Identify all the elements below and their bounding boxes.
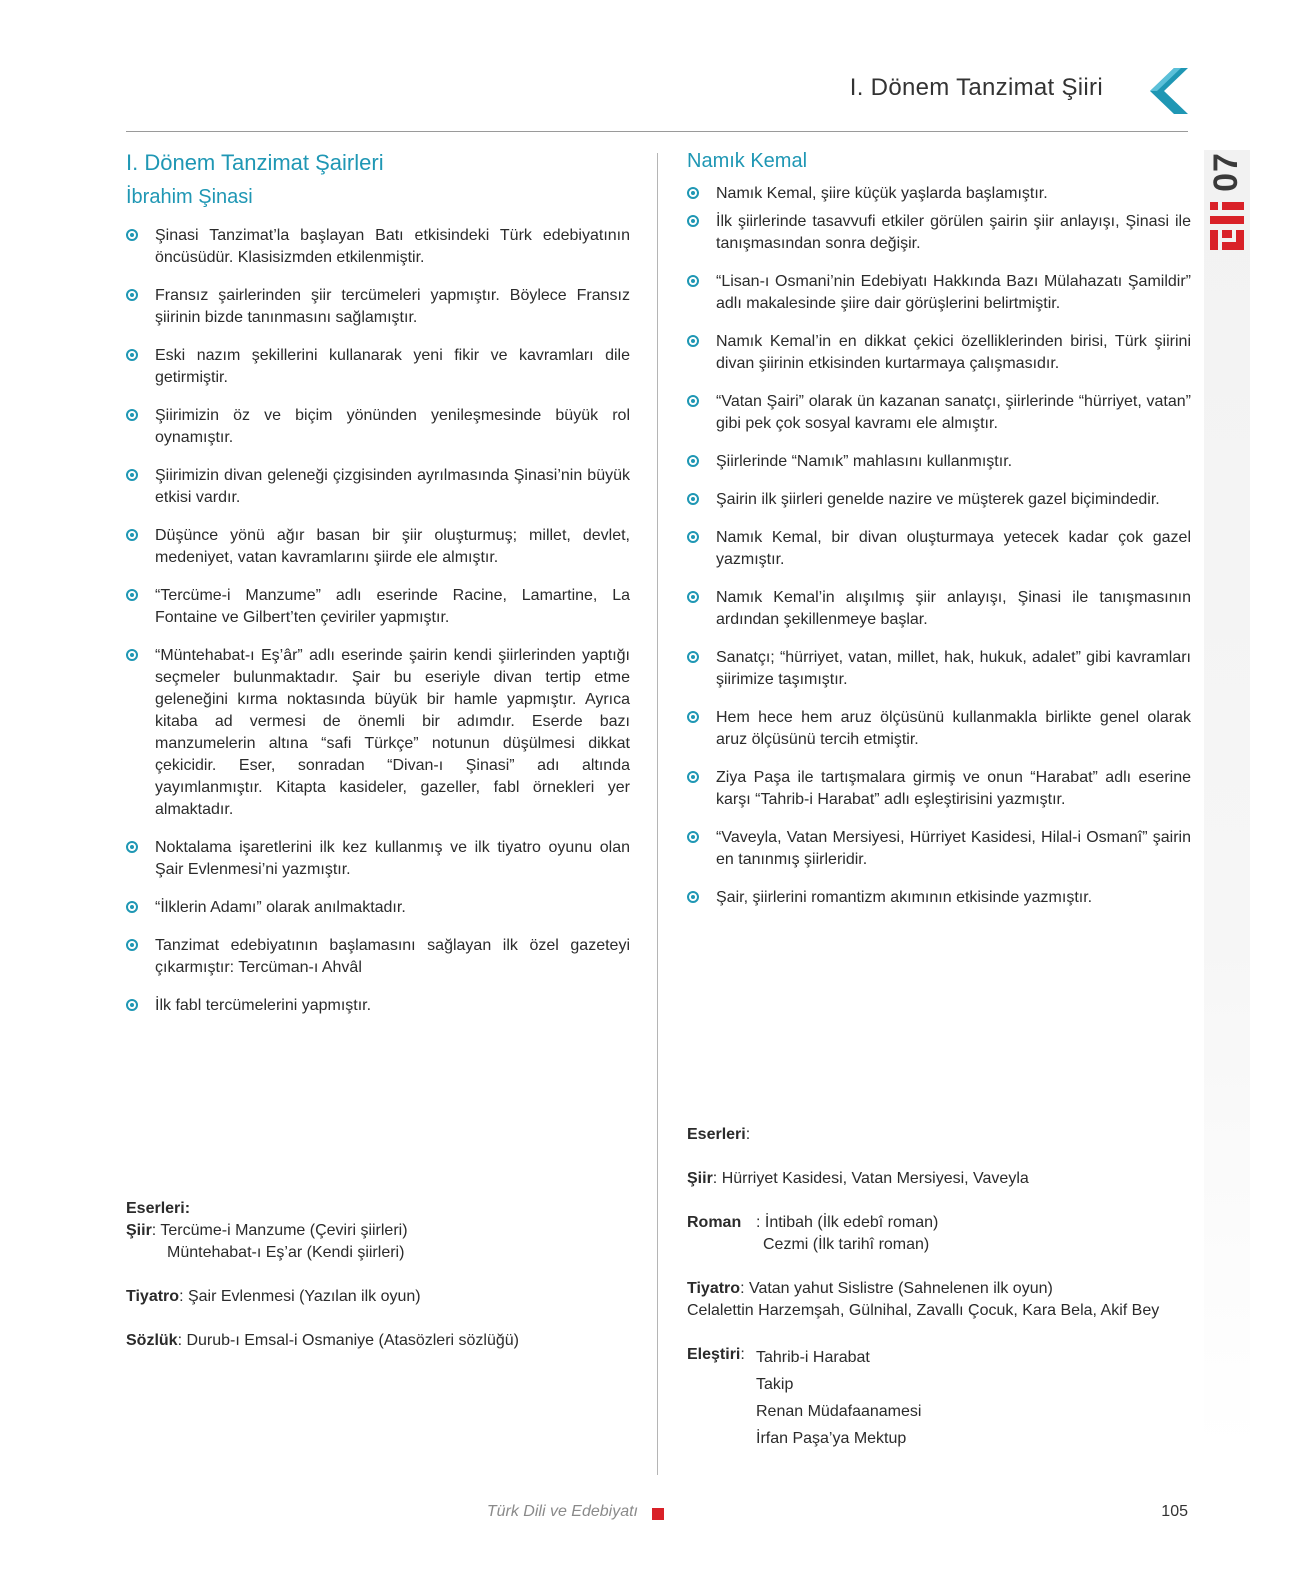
bullet-icon <box>126 529 138 541</box>
bullet-icon <box>126 999 138 1011</box>
list-item: Şiirlerinde “Namık” mahlasını kullanmıştır. <box>687 451 1191 473</box>
column-divider <box>657 153 658 1475</box>
chapter-number: 07 <box>1206 152 1245 192</box>
list-item: Şiirimizin divan geleneği çizgisinden ayrılmasında Şinasi’nin büyük etkisi vardır. <box>126 465 630 509</box>
chapter-sidebar <box>1204 150 1250 1450</box>
sinasi-bullet-list <box>126 225 630 1017</box>
works-heading: Eserleri: <box>687 1126 751 1143</box>
bullet-icon <box>687 651 699 663</box>
list-item: Ziya Paşa ile tartışmalara girmiş ve onun “Harabat” adlı eserine karşı “Tahrib-i Harabat” adlı eşleştirisini yazmıştır. <box>687 767 1191 811</box>
works-novel: Roman : İntibah (İlk edebî roman) Cezmi (İlk tarihî roman) <box>687 1214 939 1253</box>
works-theatre-2: Celalettin Harzemşah, Gülnihal, Zavallı Çocuk, Kara Bela, Akif Bey <box>687 1302 1160 1319</box>
list-item: “Lisan-ı Osmani’nin Edebiyatı Hakkında Bazı Mülahazatı Şamildir” adlı makalesinde şiire dair görüşlerini belirtmiştir. <box>687 271 1191 315</box>
bullet-icon <box>126 901 138 913</box>
list-item: “Müntehabat-ı Eş’âr” adlı eserinde şairin kendi şiirlerinden yaptığı seçmeler bulunmaktadır. Şair bu eseriyle divan tertip etme geleneğini kırma noktasında büyük bir hamle yapmıştır. Ayrıca kitaba ad vermesi de önemli bir adımdır. Eserde bazı manzumelerin altına “safi Türkçe” notunun düşülmesi dikkat çekicidir. Eser, sonradan “Divan-ı Şinasi” adı altında yayımlanmıştır. Kitapta kasideler, gazeller, fabl örnekleri yer almaktadır. <box>126 645 630 821</box>
bullet-icon <box>126 289 138 301</box>
bullet-icon <box>687 395 699 407</box>
list-item: Şiirimizin öz ve biçim yönünden yenileşmesinde büyük rol oynamıştır. <box>126 405 630 449</box>
bullet-icon <box>687 771 699 783</box>
list-item: Düşünce yönü ağır basan bir şiir oluşturmuş; millet, devlet, medeniyet, vatan kavramlarını şiirde ele almıştır. <box>126 525 630 569</box>
list-item: “Tercüme-i Manzume” adlı eserinde Racine, Lamartine, La Fontaine ve Gilbert’ten çeviriler yapmıştır. <box>126 585 630 629</box>
chevron-left-icon <box>1148 68 1188 114</box>
footer-book-title: Türk Dili ve Edebiyatı <box>486 1503 638 1520</box>
works-theatre: Tiyatro: Şair Evlenmesi (Yazılan ilk oyun) <box>126 1288 421 1305</box>
list-item: İlk fabl tercümelerini yapmıştır. <box>126 995 630 1017</box>
bullet-icon <box>687 591 699 603</box>
list-item: Namık Kemal’in en dikkat çekici özelliklerinden birisi, Türk şiirini divan şiirinin etkisinden kurtarmaya çalışmasıdır. <box>687 331 1191 375</box>
works-theatre: Tiyatro: Vatan yahut Sislistre (Sahnelenen ilk oyun) <box>687 1280 1053 1297</box>
section-title: I. Dönem Tanzimat Şairleri <box>126 150 384 175</box>
bullet-icon <box>687 531 699 543</box>
bullet-icon <box>126 841 138 853</box>
criticism-item: Renan Müdafaanamesi <box>756 1403 922 1420</box>
list-item: Eski nazım şekillerini kullanarak yeni fikir ve kavramları dile getirmiştir. <box>126 345 630 389</box>
bullet-icon <box>687 335 699 347</box>
bullet-icon <box>687 275 699 287</box>
bullet-icon <box>687 493 699 505</box>
list-item: Hem hece hem aruz ölçüsünü kullanmakla birlikte genel olarak aruz ölçüsünü tercih etmiştir. <box>687 707 1191 751</box>
page-number: 105 <box>1161 1503 1188 1520</box>
bullet-icon <box>126 589 138 601</box>
list-item: Sanatçı; “hürriyet, vatan, millet, hak, hukuk, adalet” gibi kavramları şiirimize taşımıştır. <box>687 647 1191 691</box>
chapter-logo-icon <box>1210 200 1244 252</box>
list-item: Tanzimat edebiyatının başlamasını sağlayan ilk özel gazeteyi çıkarmıştır: Tercüman-ı Ahvâl <box>126 935 630 979</box>
works-poetry: Şiir: Tercüme-i Manzume (Çeviri şiirleri) <box>126 1222 408 1239</box>
list-item: “Vaveyla, Vatan Mersiyesi, Hürriyet Kasidesi, Hilal-i Osmanî” şairin en tanınmış şiirleridir. <box>687 827 1191 871</box>
bullet-icon <box>126 409 138 421</box>
subtitle-ibrahim-sinasi: İbrahim Şinasi <box>126 186 253 208</box>
list-item: Şinasi Tanzimat’la başlayan Batı etkisindeki Türk edebiyatının öncüsüdür. Klasisizmden etkilenmiştir. <box>126 225 630 269</box>
list-item: Fransız şairlerinden şiir tercümeleri yapmıştır. Böylece Fransız şiirinin bizde tanınmasını sağlamıştır. <box>126 285 630 329</box>
criticism-item: İrfan Paşa’ya Mektup <box>756 1430 907 1447</box>
criticism-item: Takip <box>756 1376 794 1393</box>
bullet-icon <box>126 649 138 661</box>
bullet-icon <box>126 349 138 361</box>
list-item: Namık Kemal’in alışılmış şiir anlayışı, Şinasi ile tanışmasının ardından şekillenmeye başlar. <box>687 587 1191 631</box>
list-item: Namık Kemal, bir divan oluşturmaya yetecek kadar çok gazel yazmıştır. <box>687 527 1191 571</box>
works-poetry-2: Müntehabat-ı Eş’ar (Kendi şiirleri) <box>167 1244 405 1261</box>
list-item: Şair, şiirlerini romantizm akımının etkisinde yazmıştır. <box>687 887 1191 909</box>
bullet-icon <box>126 939 138 951</box>
right-column <box>687 150 1191 925</box>
list-item: İlk şiirlerinde tasavvufi etkiler görülen şairin şiir anlayışı, Şinasi ile tanışmasından sonra değişir. <box>687 211 1191 255</box>
list-item: Namık Kemal, şiire küçük yaşlarda başlamıştır. <box>687 183 1191 205</box>
list-item: Şairin ilk şiirleri genelde nazire ve müşterek gazel biçimindedir. <box>687 489 1191 511</box>
bullet-icon <box>687 711 699 723</box>
sinasi-works <box>126 1198 630 1352</box>
bullet-icon <box>687 455 699 467</box>
header-divider <box>126 131 1188 132</box>
left-column <box>126 150 630 1033</box>
bullet-icon <box>687 891 699 903</box>
works-poetry: Şiir: Hürriyet Kasidesi, Vatan Mersiyesi, Vaveyla <box>687 1170 1029 1187</box>
works-criticism: Eleştiri: Tahrib-i Harabat Takip Renan Müdafaanamesi İrfan Paşa’ya Mektup <box>687 1344 1191 1452</box>
subtitle-namik-kemal: Namık Kemal <box>687 150 808 172</box>
bullet-icon <box>687 215 699 227</box>
kemal-bullet-list <box>687 183 1191 909</box>
bullet-icon <box>126 229 138 241</box>
bullet-icon <box>687 831 699 843</box>
footer-square-icon <box>652 1508 664 1520</box>
list-item: “İlklerin Adamı” olarak anılmaktadır. <box>126 897 630 919</box>
bullet-icon <box>687 187 699 199</box>
kemal-works <box>687 1124 1191 1452</box>
bullet-icon <box>126 469 138 481</box>
list-item: “Vatan Şairi” olarak ün kazanan sanatçı, şiirlerinde “hürriyet, vatan” gibi pek çok sosyal kavramı ele almıştır. <box>687 391 1191 435</box>
list-item: Noktalama işaretlerini ilk kez kullanmış ve ilk tiyatro oyunu olan Şair Evlenmesi’ni yazmıştır. <box>126 837 630 881</box>
page-header-title: I. Dönem Tanzimat Şiiri <box>849 74 1103 101</box>
works-heading: Eserleri: <box>126 1200 191 1217</box>
criticism-item: Tahrib-i Harabat <box>756 1349 870 1366</box>
works-dictionary: Sözlük: Durub-ı Emsal-i Osmaniye (Atasözleri sözlüğü) <box>126 1332 519 1349</box>
